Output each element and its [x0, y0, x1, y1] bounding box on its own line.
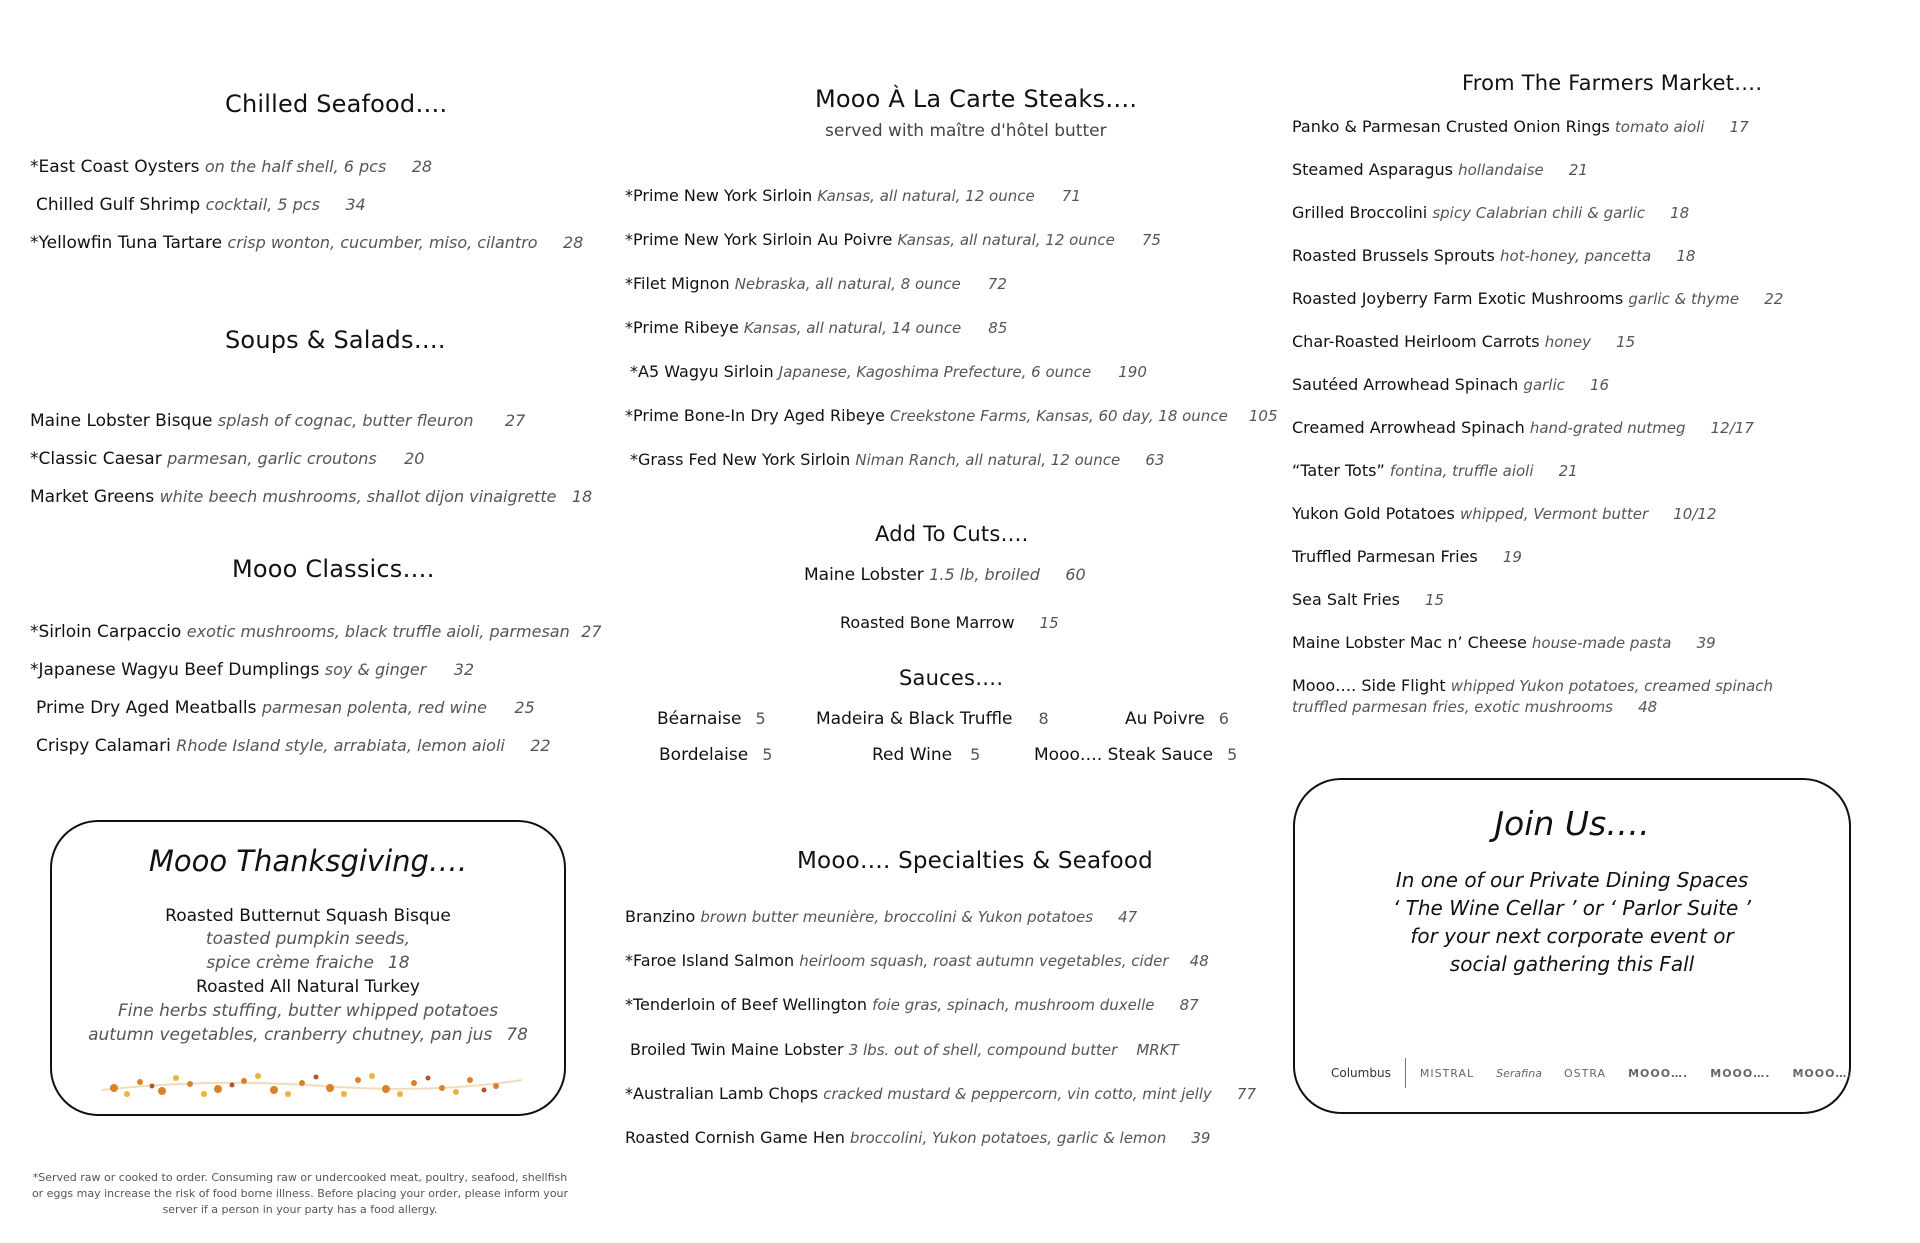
item-desc: Creekstone Farms, Kansas, 60 day, 18 ounce: [889, 407, 1228, 425]
menu-item-continued: [1292, 697, 1657, 717]
join-line: for your next corporate event or: [1410, 924, 1734, 948]
section-title: Mooo Classics….: [232, 555, 435, 583]
menu-item: [630, 1040, 1179, 1060]
item-price: 32: [453, 660, 475, 679]
item-price: 18: [571, 487, 593, 506]
sauce-name: Madeira & Black Truffle: [816, 709, 1013, 729]
item-price: 17: [1729, 118, 1749, 136]
item-desc: fontina, truffle aioli: [1389, 462, 1534, 480]
menu-item: [1292, 418, 1754, 438]
item-name: Prime Dry Aged Meatballs: [36, 698, 257, 718]
item-desc: exotic mushrooms, black truffle aioli, parmesan: [186, 622, 570, 641]
item-price: 27: [504, 411, 526, 430]
section-subtitle: served with maître d'hôtel butter: [825, 121, 1107, 141]
item-name: Roasted Bone Marrow: [840, 613, 1015, 632]
menu-item: [804, 565, 1086, 585]
item-name: *Australian Lamb Chops: [625, 1084, 819, 1103]
item-name: Maine Lobster Bisque: [30, 411, 213, 431]
sauce-item: [659, 745, 772, 765]
item-price: 22: [1764, 290, 1784, 308]
sauce-price: 5: [755, 709, 766, 728]
item-name: *Prime Ribeye: [625, 318, 739, 337]
item-desc: 1.5 lb, broiled: [929, 565, 1040, 584]
item-desc: parmesan, garlic croutons: [167, 449, 377, 468]
item-name: Crispy Calamari: [36, 736, 171, 756]
mooo-logo: MOOO….: [1710, 1066, 1771, 1080]
item-name: Steamed Asparagus: [1292, 160, 1454, 179]
item-name: “Tater Tots”: [1292, 461, 1385, 480]
menu-item: [840, 613, 1059, 633]
item-price: 48: [1189, 952, 1209, 970]
item-name: *Prime New York Sirloin Au Poivre: [625, 230, 893, 249]
item-desc: house-made pasta: [1531, 634, 1672, 652]
menu-item: [1292, 504, 1716, 524]
menu-item: [625, 951, 1209, 971]
menu-item: [36, 698, 535, 718]
menu-item: [1292, 676, 1773, 696]
menu-item: [30, 157, 432, 177]
menu-item: [625, 318, 1007, 338]
item-desc: honey: [1544, 333, 1592, 351]
item-name: *Faroe Island Salmon: [625, 951, 795, 970]
item-price: 47: [1118, 908, 1138, 926]
sauce-price: 5: [970, 745, 981, 764]
item-price: 20: [404, 449, 425, 468]
menu-item: [30, 660, 474, 680]
item-name: *Grass Fed New York Sirloin: [630, 450, 851, 469]
menu-item: [30, 411, 525, 431]
menu-item: [625, 274, 1007, 294]
item-name: *Tenderloin of Beef Wellington: [625, 995, 867, 1014]
item-price: 48: [1638, 698, 1658, 716]
menu-item: [36, 736, 551, 756]
item-price: 22: [530, 736, 551, 755]
mooo-logo: MOOO….: [1628, 1066, 1689, 1080]
item-name: Roasted Cornish Game Hen: [625, 1128, 845, 1147]
item-name: Sautéed Arrowhead Spinach: [1292, 375, 1519, 394]
sauce-name: Mooo…. Steak Sauce: [1034, 745, 1214, 765]
item-desc: broccolini, Yukon potatoes, garlic & lemon: [849, 1129, 1167, 1147]
item-name: *Prime New York Sirloin: [625, 186, 813, 205]
allergy-footnote: *Served raw or cooked to order. Consuming raw or undercooked meat, poultry, seafood, shellfish or eggs may increase the risk of food borne illness. Before placing your order, please inform your server if a person in your party has a food allergy.: [31, 1171, 569, 1216]
item-price: 87: [1179, 996, 1199, 1014]
item-name: *Sirloin Carpaccio: [30, 622, 182, 642]
item-name: Maine Lobster Mac n’ Cheese: [1292, 633, 1527, 652]
item-price: 10/12: [1673, 505, 1717, 523]
item-name: *East Coast Oysters: [30, 157, 200, 177]
item-desc: cocktail, 5 pcs: [205, 195, 320, 214]
item-price: 12/17: [1710, 419, 1754, 437]
menu-item: [1292, 246, 1695, 266]
item-price: 39: [1191, 1129, 1211, 1147]
item-price: 27: [581, 622, 602, 641]
section-title: Mooo…. Specialties & Seafood: [797, 848, 1153, 874]
menu-item: [630, 362, 1147, 382]
menu-item: [30, 487, 592, 507]
logo-divider: [1405, 1058, 1406, 1088]
item-name: Chilled Gulf Shrimp: [36, 195, 201, 215]
item-price: 105: [1248, 407, 1278, 425]
item-desc: spicy Calabrian chili & garlic: [1432, 204, 1646, 222]
item-desc: parmesan polenta, red wine: [261, 698, 487, 717]
item-price: 28: [562, 233, 584, 252]
special-desc: toasted pumpkin seeds,: [205, 929, 411, 949]
item-desc: brown butter meunière, broccolini & Yukon potatoes: [700, 908, 1094, 926]
item-price: 19: [1502, 548, 1522, 566]
menu-item: [30, 233, 583, 253]
item-name: Maine Lobster: [804, 565, 924, 585]
item-name: *A5 Wagyu Sirloin: [630, 362, 774, 381]
item-desc: on the half shell, 6 pcs: [204, 157, 387, 176]
item-price: 18: [1670, 204, 1690, 222]
item-name: *Japanese Wagyu Beef Dumplings: [30, 660, 320, 680]
item-price: 21: [1568, 161, 1588, 179]
special-name: Roasted All Natural Turkey: [196, 977, 420, 997]
item-price: 75: [1141, 231, 1161, 249]
menu-item: [1292, 289, 1783, 309]
sauce-item: [657, 709, 766, 729]
item-desc: Japanese, Kagoshima Prefecture, 6 ounce: [778, 363, 1092, 381]
item-name: Panko & Parmesan Crusted Onion Rings: [1292, 117, 1610, 136]
menu-item: [1292, 461, 1578, 481]
menu-item: [625, 186, 1081, 206]
sauce-price: 8: [1038, 709, 1049, 728]
mooo-logo: MOOO….: [1792, 1066, 1853, 1080]
join-us-box: [1293, 778, 1851, 1114]
item-price: 34: [345, 195, 366, 214]
item-desc: tomato aioli: [1614, 118, 1705, 136]
item-price: 72: [987, 275, 1007, 293]
sauce-name: Bordelaise: [659, 745, 749, 765]
item-name: Roasted Brussels Sprouts: [1292, 246, 1495, 265]
menu-item: [1292, 633, 1716, 653]
section-title: Soups & Salads….: [225, 326, 446, 354]
menu-item: [30, 449, 424, 469]
item-price: 18: [1676, 247, 1696, 265]
join-line: social gathering this Fall: [1449, 952, 1695, 976]
ostra-logo: OSTRA: [1563, 1066, 1607, 1080]
menu-item: [625, 406, 1278, 426]
sauce-price: 5: [1227, 745, 1238, 764]
item-desc: splash of cognac, butter fleuron: [217, 411, 474, 430]
item-desc: 3 lbs. out of shell, compound butter: [848, 1041, 1118, 1059]
item-name: Creamed Arrowhead Spinach: [1292, 418, 1525, 437]
menu-item: [630, 450, 1164, 470]
menu-item: [1292, 375, 1609, 395]
section-title: Mooo À La Carte Steaks….: [815, 85, 1138, 113]
item-desc: Rhode Island style, arrabiata, lemon aioli: [176, 736, 505, 755]
item-desc: hollandaise: [1458, 161, 1544, 179]
menu-item: [1292, 203, 1689, 223]
sauce-name: Red Wine: [872, 745, 953, 765]
menu-item: [625, 1084, 1256, 1104]
serafina-logo: Serafina: [1496, 1066, 1542, 1080]
join-line: ‘ The Wine Cellar ’ or ‘ Parlor Suite ’: [1392, 896, 1752, 920]
item-name: Market Greens: [30, 487, 155, 507]
item-desc: garlic & thyme: [1628, 290, 1740, 308]
sauce-name: Au Poivre: [1125, 709, 1205, 729]
item-name: *Filet Mignon: [625, 274, 730, 293]
item-desc: cracked mustard & peppercorn, vin cotto, mint jelly: [823, 1085, 1212, 1103]
item-name: Grilled Broccolini: [1292, 203, 1428, 222]
item-name: Yukon Gold Potatoes: [1292, 504, 1455, 523]
menu-item: [1292, 117, 1749, 137]
item-desc: Kansas, all natural, 12 ounce: [897, 231, 1115, 249]
menu-item: [1292, 590, 1444, 610]
section-title: Chilled Seafood….: [225, 90, 448, 118]
item-price: 77: [1236, 1085, 1256, 1103]
item-name: *Yellowfin Tuna Tartare: [30, 233, 223, 253]
sauce-item: [872, 745, 980, 765]
menu-item: [625, 1128, 1210, 1148]
item-price: 190: [1118, 363, 1147, 381]
item-desc: hand-grated nutmeg: [1529, 419, 1686, 437]
item-name: Mooo…. Side Flight: [1292, 676, 1446, 695]
box-title: Join Us….: [1494, 804, 1650, 843]
autumn-leaves-icon: [92, 1064, 532, 1100]
special-desc: Fine herbs stuffing, butter whipped potatoes: [117, 1001, 499, 1021]
restaurant-logos: [1331, 1058, 1853, 1088]
sauce-item: [816, 709, 1049, 729]
item-price: 63: [1145, 451, 1165, 469]
menu-item: [625, 995, 1199, 1015]
item-desc: Kansas, all natural, 14 ounce: [743, 319, 962, 337]
menu-item: [1292, 547, 1522, 567]
item-name: Roasted Joyberry Farm Exotic Mushrooms: [1292, 289, 1624, 308]
sauce-price: 6: [1218, 709, 1229, 728]
item-desc: Kansas, all natural, 12 ounce: [817, 187, 1035, 205]
special-price: 18: [387, 953, 410, 973]
item-desc: hot-honey, pancetta: [1499, 247, 1652, 265]
sauce-name: Béarnaise: [657, 709, 742, 729]
special-name: Roasted Butternut Squash Bisque: [165, 906, 451, 926]
item-price: 15: [1039, 614, 1059, 632]
item-price: 28: [411, 157, 433, 176]
item-desc: soy & ginger: [324, 660, 427, 679]
item-desc: crisp wonton, cucumber, miso, cilantro: [227, 233, 538, 252]
item-desc: Nebraska, all natural, 8 ounce: [734, 275, 961, 293]
item-name: *Classic Caesar: [30, 449, 162, 469]
special-desc: autumn vegetables, cranberry chutney, pan jus 78: [88, 1025, 528, 1045]
item-price: 71: [1061, 187, 1081, 205]
item-price: 25: [514, 698, 535, 717]
item-desc: truffled parmesan fries, exotic mushrooms: [1292, 698, 1613, 716]
item-name: Truffled Parmesan Fries: [1292, 547, 1478, 566]
item-desc: whipped, Vermont butter: [1459, 505, 1649, 523]
item-price: 85: [988, 319, 1008, 337]
box-title: Mooo Thanksgiving….: [148, 844, 468, 878]
item-desc: foie gras, spinach, mushroom duxelle: [872, 996, 1155, 1014]
sauce-item: [1125, 709, 1229, 729]
menu-item: [30, 622, 602, 642]
sauce-item: [1034, 745, 1237, 765]
item-name: Char-Roasted Heirloom Carrots: [1292, 332, 1540, 351]
menu-item: [1292, 160, 1588, 180]
columbus-logo: Columbus: [1331, 1066, 1391, 1080]
thanksgiving-box: [50, 820, 566, 1116]
item-desc: white beech mushrooms, shallot dijon vinaigrette: [159, 487, 557, 506]
special-desc: spice crème fraiche 18: [206, 953, 410, 973]
menu-item: [625, 230, 1161, 250]
special-price: 78: [506, 1025, 528, 1045]
section-title: Sauces….: [899, 666, 1004, 690]
section-title: From The Farmers Market….: [1462, 71, 1763, 95]
item-desc: whipped Yukon potatoes, creamed spinach: [1450, 677, 1774, 695]
mistral-logo: MISTRAL: [1419, 1066, 1475, 1080]
sauce-price: 5: [762, 745, 773, 764]
item-desc: heirloom squash, roast autumn vegetables, cider: [799, 952, 1169, 970]
section-title: Add To Cuts….: [875, 522, 1029, 546]
menu-item: [1292, 332, 1635, 352]
item-desc: garlic: [1523, 376, 1565, 394]
menu-item: [625, 907, 1137, 927]
item-price: MRKT: [1136, 1041, 1179, 1059]
item-price: 15: [1616, 333, 1636, 351]
join-line: In one of our Private Dining Spaces: [1395, 868, 1749, 892]
item-name: Sea Salt Fries: [1292, 590, 1400, 609]
item-name: Branzino: [625, 907, 696, 926]
item-price: 60: [1065, 565, 1086, 584]
menu-item: [36, 195, 366, 215]
item-price: 21: [1558, 462, 1578, 480]
item-price: 16: [1589, 376, 1610, 394]
item-price: 39: [1696, 634, 1716, 652]
item-name: Broiled Twin Maine Lobster: [630, 1040, 844, 1059]
item-name: *Prime Bone-In Dry Aged Ribeye: [625, 406, 885, 425]
item-price: 15: [1425, 591, 1445, 609]
item-desc: Niman Ranch, all natural, 12 ounce: [855, 451, 1121, 469]
